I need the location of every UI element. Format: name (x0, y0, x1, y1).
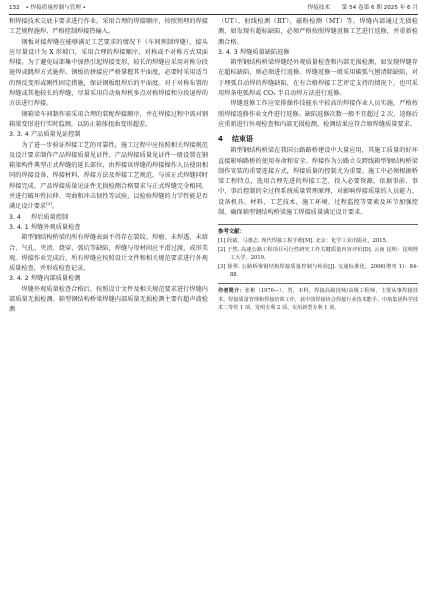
body-paragraph (218, 17, 418, 48)
body-paragraph (9, 285, 208, 316)
heading-number: 3. 4 (9, 213, 21, 221)
page-number: 132 (9, 5, 20, 11)
heading-text: 焊缝质量缺陷返修 (240, 48, 290, 56)
paragraph-text: 为了进一步验证焊接工艺的可靠性，施工过程中应按照相关焊接规范及设计要求制作产品焊接质量见证件。产品焊接质量见证件一般设置在钢箱梁构件典型正式焊缝的延长部位，由焊接该焊缝的焊接操作人员使用相同的焊接设备、焊接材料、焊接方法及焊接工艺规范，与该正式焊缝同时焊接完成。产品焊接质量见证件无损检测合格要求与正式焊缝完全相同，并进行破坏性拉伸、弯曲和冲击韧性等试验，以检验焊缝的力学性能是否满足设计要求 (9, 141, 208, 211)
heading-number: 3. 4. 3 (218, 48, 238, 56)
section-heading (218, 134, 418, 145)
paragraph-text: 焊缝外观质量检查合格后，按照设计文件及相关规范要求进行焊缝内部质量无损检测。箱型钢结构桥梁焊缝内部质量无损检测主要有超声波检测 (9, 285, 208, 314)
references-title: 参考文献： (218, 229, 245, 236)
paragraph-text: 焊缝返修工作应安排操作技能水平较高的焊接作业人员实施，严格按照焊接返修作业文件进行返修。缺陷返修次数一般不宜超过 2 次，返修后应重新进行外观检查和内部无损检测，检测结果应符合原焊缝质量要求。 (218, 100, 418, 128)
subsection-heading (218, 48, 418, 58)
body-paragraph (218, 146, 418, 218)
left-column (9, 17, 208, 593)
right-column-body (218, 17, 418, 218)
paragraph-text: 箱型钢结构桥梁在我国公路路桥建设中大量应用，其施工质量的好坏直接影响路桥的使用寿命和安全。焊接作为公路立交跨线箱型钢结构桥梁制作安装的重要连接方式，焊接质量的控制尤为重要。施工中必须根据桥梁工程特点，选用合理先进的焊接工艺，投入必要资源，依据事前、事中、事后控制的全过程系统质量管理原理，对影响焊接质量的人员能力、设备机具、材料、工艺技术、施工环境、过程监控等要素及环节加强控制，确保箱型钢结构桥梁施工焊接质量满足设计要求。 (218, 147, 418, 217)
paragraph-text: 钢板对接焊缝在能够满足工艺要求的情况下（车间预制焊缝），接头应尽量设计为 X 形坡口，采用合理的焊接顺序，对称或不对称方式双面焊接。为了避免局部集中加热引起焊接变形，较长的焊缝应采用对称分段退焊或跳焊方式施焊。钢板的拼接应严格掌握其平面度，必要时采用适当的预反变形或刚性固定措施，保证钢板组焊后的平面度。对于对称布置的焊缝或其他较长的焊缝，尽量采用自动角焊机多点对称焊接和分段退焊的方法进行焊接。 (9, 38, 208, 108)
issue-info: 第 54 卷第 6 期 2025 年 6 月 (341, 5, 418, 11)
paragraph-text: 钢箱梁车间制作需采用合理的装配焊接顺序，并在焊接过程中需对钢箱梁变形进行实时监测，以防止箱体扭曲变形超差。 (9, 110, 208, 128)
body-paragraph (9, 38, 208, 110)
reference-item: [1] 段斌，马惠志. 现代焊接工程手册[M]. 北京：化学工业出版社，2015. (218, 238, 388, 245)
author-bio-text: 张彬（1970—），男，本科，焊接高级技师/高级工程师，主要从事焊接技术、焊接质量管理和焊接培训工作，获中国焊接协会焊接行业技术能手、中航集团科学技术二等奖 1 项、发明专利 2 项、实用新型专利 1 项。 (218, 288, 418, 311)
paragraph-text: 箱型钢结构桥梁的所有焊缝表面不得存在裂纹、焊瘤、未焊透、未熔合、气孔、夹渣、烧穿、弧坑等缺陷，焊缝与母材间应平滑过渡，成形美观。焊接作业完成后，所有焊缝应按照设计文件和相关规范要求进行外观质量检查，并形成检查记录。 (9, 234, 208, 273)
body-paragraph (9, 17, 208, 38)
running-header (9, 3, 418, 15)
body-paragraph (218, 99, 418, 130)
reference-item: [3] 徐翠. 公路桥梁钢结构焊接质量控制与检验[J]. 交通标准化，2006(增刊 1)：84-88. (218, 263, 418, 278)
body-paragraph (218, 58, 418, 99)
references-section (218, 224, 418, 279)
journal-section: • 焊接质量控制与管理 • (25, 5, 86, 11)
journal-name: 焊接技术 (307, 5, 330, 11)
subsection-heading (9, 274, 208, 284)
header-left (9, 3, 86, 14)
heading-text: 结束语 (232, 135, 253, 144)
paragraph-tail: 。 (51, 203, 58, 211)
body-paragraph (9, 141, 208, 213)
header-right (298, 3, 418, 14)
subsection-heading (9, 130, 208, 140)
heading-number: 3. 4. 1 (9, 223, 29, 231)
subsection-heading (9, 223, 208, 233)
paragraph-text: 箱型钢结构桥梁焊缝经外观质量检查和内部无损检测，如发现焊缝存在超标缺陷，则必须进行返修。焊缝返修一般采用碳弧气刨清除缺陷，对于埋弧自动焊的焊缝缺陷，在有合格焊接工艺评定支持的情况下，也可采用焊条电弧焊或 CO₂ 半自动焊方法进行返修。 (218, 59, 418, 98)
author-bio-label: 作者简介： (218, 288, 245, 295)
paragraph-text: （UT）、射线检测（RT）、磁粉检测（MT）等。焊缝内部通过无损检测，如发现有超标缺陷，必须严格按照焊缝返修工艺进行返修，并重新检测合格。 (218, 18, 418, 46)
heading-text: 焊后质量控制 (31, 213, 69, 221)
right-column (218, 17, 418, 593)
body-paragraph (9, 233, 208, 274)
subsection-heading (9, 213, 208, 223)
author-bio (218, 283, 418, 312)
heading-number: 3. 3. 4 (9, 131, 29, 139)
body-paragraph (9, 110, 208, 131)
citation-marker: [3] (46, 201, 52, 207)
heading-number: 4 (218, 135, 223, 144)
paragraph-text: 和焊接技术交底卡要求进行作业。采用合理的焊接顺序，按照预埋的焊接工艺规程施焊，严格控制焊接热输入。 (9, 18, 208, 36)
heading-text: 焊缝外观质量检查 (31, 223, 81, 231)
reference-item: [2] 于然. 高速公路工程项目可行性研究工作关键质量内容评价[D]. 云南 昆明：昆明理工大学，2019. (218, 246, 418, 262)
heading-text: 产品质量见证控制 (31, 131, 81, 139)
heading-number: 3. 4. 2 (9, 275, 29, 283)
heading-text: 焊缝内部质量检测 (31, 275, 81, 283)
